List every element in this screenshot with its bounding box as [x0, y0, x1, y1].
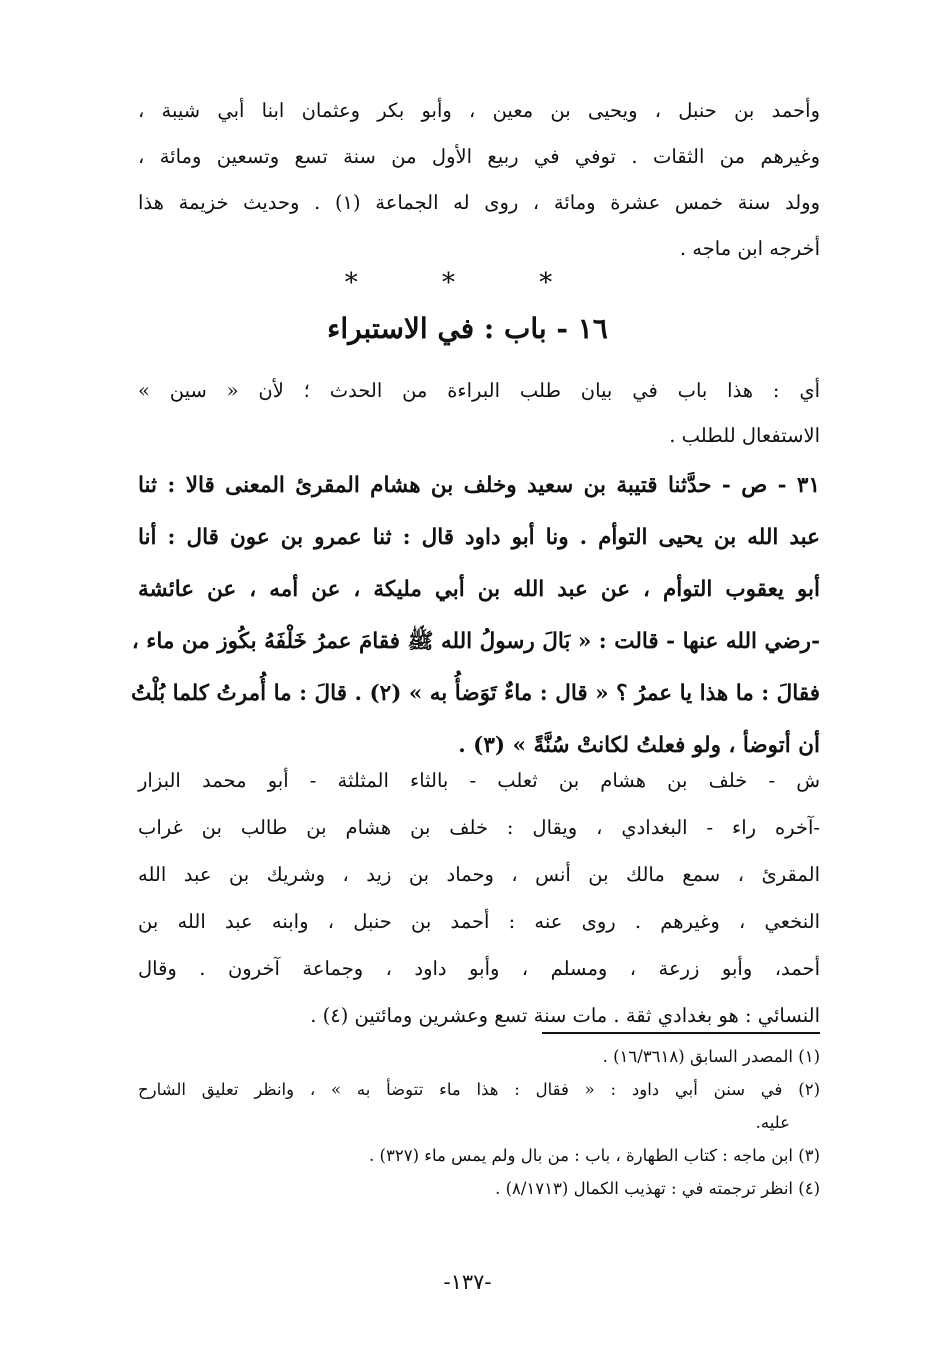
- text-line: الاستفعال للطلب .: [669, 424, 820, 447]
- text-line: وأحمد بن حنبل ، ويحيى بن معين ، وأبو بكر وعثمان ابنا أبي شيبة ،: [138, 99, 820, 122]
- text-line: ٣١ - ص - حدَّثنا قتيبة بن سعيد وخلف بن هشام المقرئ المعنى قالا : ثنا: [138, 473, 820, 498]
- intro-paragraph: [138, 88, 820, 272]
- text-line: فقالَ : ما هذا يا عمرُ ؟ « قال : ماءٌ تَوَضأُ به » (٢) . قالَ : ما أُمرتُ كلما بُلْتُ: [130, 681, 820, 706]
- footnote-line: عليه.: [755, 1113, 790, 1132]
- text-line: وغيرهم من الثقات . توفي في ربيع الأول من سنة تسع وتسعين ومائة ،: [138, 145, 820, 168]
- text-line: أي : هذا باب في بيان طلب البراءة من الحدث ؛ لأن « سين »: [138, 379, 820, 402]
- footnotes: [138, 1040, 820, 1205]
- text-line: النسائي : هو بغدادي ثقة . مات سنة تسع وعشرين ومائتين (٤) .: [310, 1004, 820, 1027]
- footnote-line: (٤) انظر ترجمته في : تهذيب الكمال (٨/١٧١٣) .: [495, 1179, 820, 1198]
- text-line: أبو يعقوب التوأم ، عن عبد الله بن أبي مليكة ، عن أمه ، عن عائشة: [138, 577, 820, 602]
- commentary-paragraph: [138, 757, 820, 1039]
- text-line: النخعي ، وغيرهم . روى عنه : أحمد بن حنبل ، وابنه عبد الله بن: [138, 910, 820, 933]
- footnote-line: (١) المصدر السابق (١٦/٣٦١٨) .: [602, 1047, 820, 1066]
- text-line: أن أتوضأ ، ولو فعلتُ لكانتْ سُنَّةً » (٣) .: [458, 733, 820, 758]
- text-line: أخرجه ابن ماجه .: [679, 237, 820, 260]
- text-line: المقرئ ، سمع مالك بن أنس ، وحماد بن زيد ، وشريك بن عبد الله: [138, 863, 820, 886]
- text-line: عبد الله بن يحيى التوأم . ونا أبو داود قال : ثنا عمرو بن عون قال : أنا: [138, 525, 820, 550]
- chapter-heading: ١٦ - باب : في الاستبراء: [327, 312, 608, 345]
- explanation-paragraph: [138, 368, 820, 458]
- hadith-paragraph: [130, 460, 820, 772]
- section-separator: * * *: [344, 268, 591, 298]
- text-line: وولد سنة خمس عشرة ومائة ، روى له الجماعة (١) . وحديث خزيمة هذا: [138, 191, 820, 214]
- footnote-line: (٣) ابن ماجه : كتاب الطهارة ، باب : من بال ولم يمس ماء (٣٢٧) .: [369, 1146, 820, 1165]
- footnote-divider: [542, 1032, 820, 1034]
- text-line: أحمد، وأبو زرعة ، ومسلم ، وأبو داود ، وجماعة آخرون . وقال: [138, 957, 820, 980]
- page-number: -١٣٧-: [443, 1270, 492, 1294]
- text-line: ش - خلف بن هشام بن ثعلب - بالثاء المثلثة - أبو محمد البزار: [138, 769, 820, 792]
- footnote-line: (٢) في سنن أبي داود : « فقال : هذا ماء تتوضأ به » ، وانظر تعليق الشارح: [138, 1080, 820, 1099]
- text-line: -آخره راء - البغدادي ، ويقال : خلف بن هشام بن طالب بن غراب: [138, 816, 820, 839]
- text-line: -رضي الله عنها - قالت : « بَالَ رسولُ الله ﷺ فقامَ عمرُ خَلْفَهُ بكُوز من ماء ،: [131, 629, 820, 654]
